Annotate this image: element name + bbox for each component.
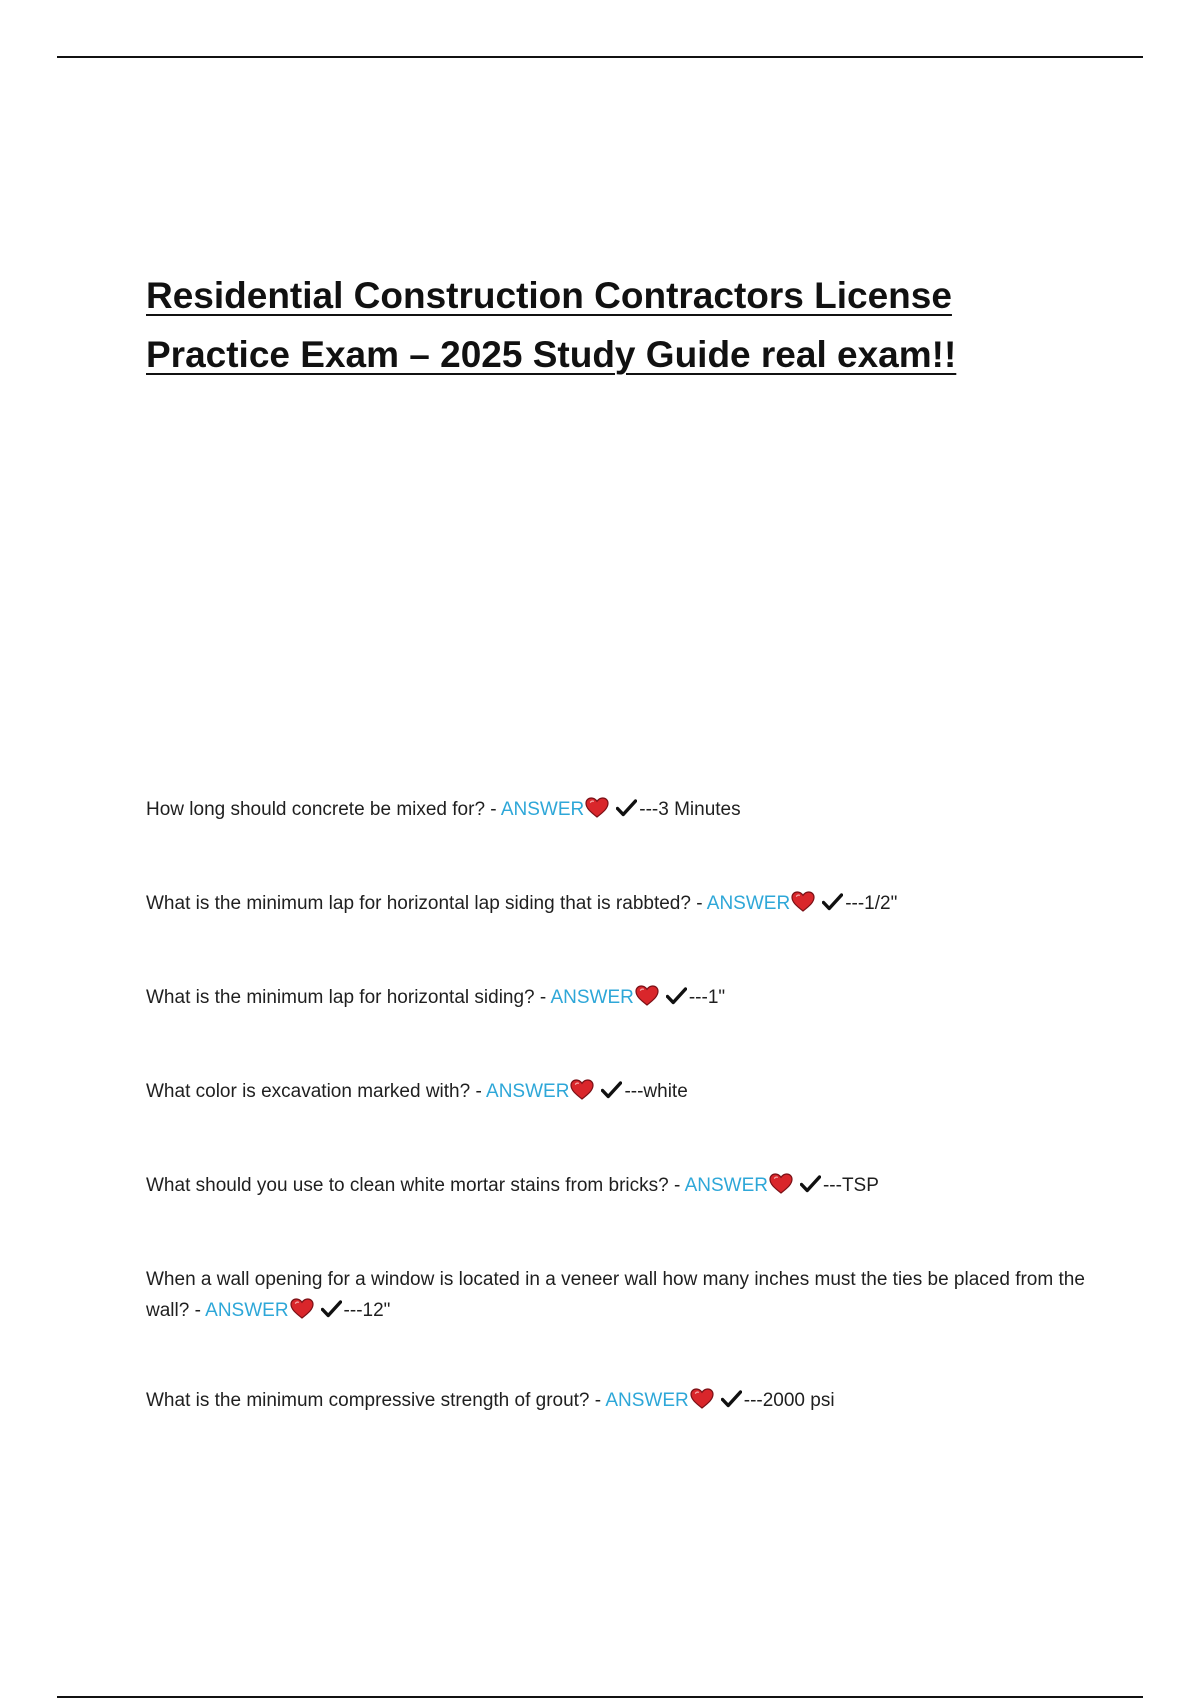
qa-item — [146, 794, 1086, 825]
qa-item — [146, 982, 1086, 1013]
answer-text: ---1/2" — [845, 893, 898, 914]
heart-icon — [290, 1298, 314, 1319]
qa-item — [146, 1264, 1086, 1326]
check-icon — [321, 1300, 342, 1318]
heart-icon — [585, 797, 609, 818]
question-text: What is the minimum lap for horizontal lap siding that is rabbted? - — [146, 893, 707, 914]
check-icon — [721, 1390, 742, 1408]
qa-item — [146, 888, 1086, 919]
check-icon — [822, 893, 843, 911]
answer-text: ---12" — [343, 1300, 391, 1321]
heart-icon — [791, 891, 815, 912]
qa-item — [146, 1170, 1086, 1201]
answer-label: ANSWER — [486, 1081, 570, 1102]
bottom-rule — [57, 1696, 1143, 1698]
top-rule — [57, 56, 1143, 58]
check-icon — [666, 987, 687, 1005]
answer-label: ANSWER — [684, 1175, 768, 1196]
document-title — [146, 266, 1126, 384]
question-text: How long should concrete be mixed for? - — [146, 799, 501, 820]
question-text: What is the minimum compressive strength of grout? - — [146, 1390, 606, 1411]
question-text: What should you use to clean white mortar stains from bricks? - — [146, 1175, 685, 1196]
qa-item — [146, 1385, 1086, 1416]
answer-text: ---TSP — [822, 1175, 879, 1196]
answer-text: ---1" — [688, 987, 726, 1008]
answer-label: ANSWER — [605, 1390, 689, 1411]
title-line-2: Practice Exam – 2025 Study Guide real exam!! — [146, 334, 957, 375]
answer-label: ANSWER — [706, 893, 791, 914]
question-text: When a wall opening for a window is located in a veneer wall how many inches must the ties be placed from the wall? - — [146, 1269, 1085, 1321]
heart-icon — [570, 1079, 594, 1100]
heart-icon — [690, 1388, 714, 1409]
answer-text: ---2000 psi — [743, 1390, 835, 1411]
title-line-1: Residential Construction Contractors License — [146, 275, 952, 316]
heart-icon — [635, 985, 659, 1006]
answer-label: ANSWER — [205, 1300, 289, 1321]
answer-text: ---3 Minutes — [639, 799, 741, 820]
answer-label: ANSWER — [500, 799, 585, 820]
check-icon — [800, 1175, 821, 1193]
question-text: What is the minimum lap for horizontal siding? - — [146, 987, 551, 1008]
heart-icon — [769, 1173, 793, 1194]
check-icon — [616, 799, 637, 817]
answer-text: ---white — [624, 1081, 688, 1102]
answer-label: ANSWER — [550, 987, 634, 1008]
qa-item — [146, 1076, 1086, 1107]
qa-list — [146, 794, 1086, 1416]
check-icon — [601, 1081, 622, 1099]
question-text: What color is excavation marked with? - — [146, 1081, 487, 1102]
